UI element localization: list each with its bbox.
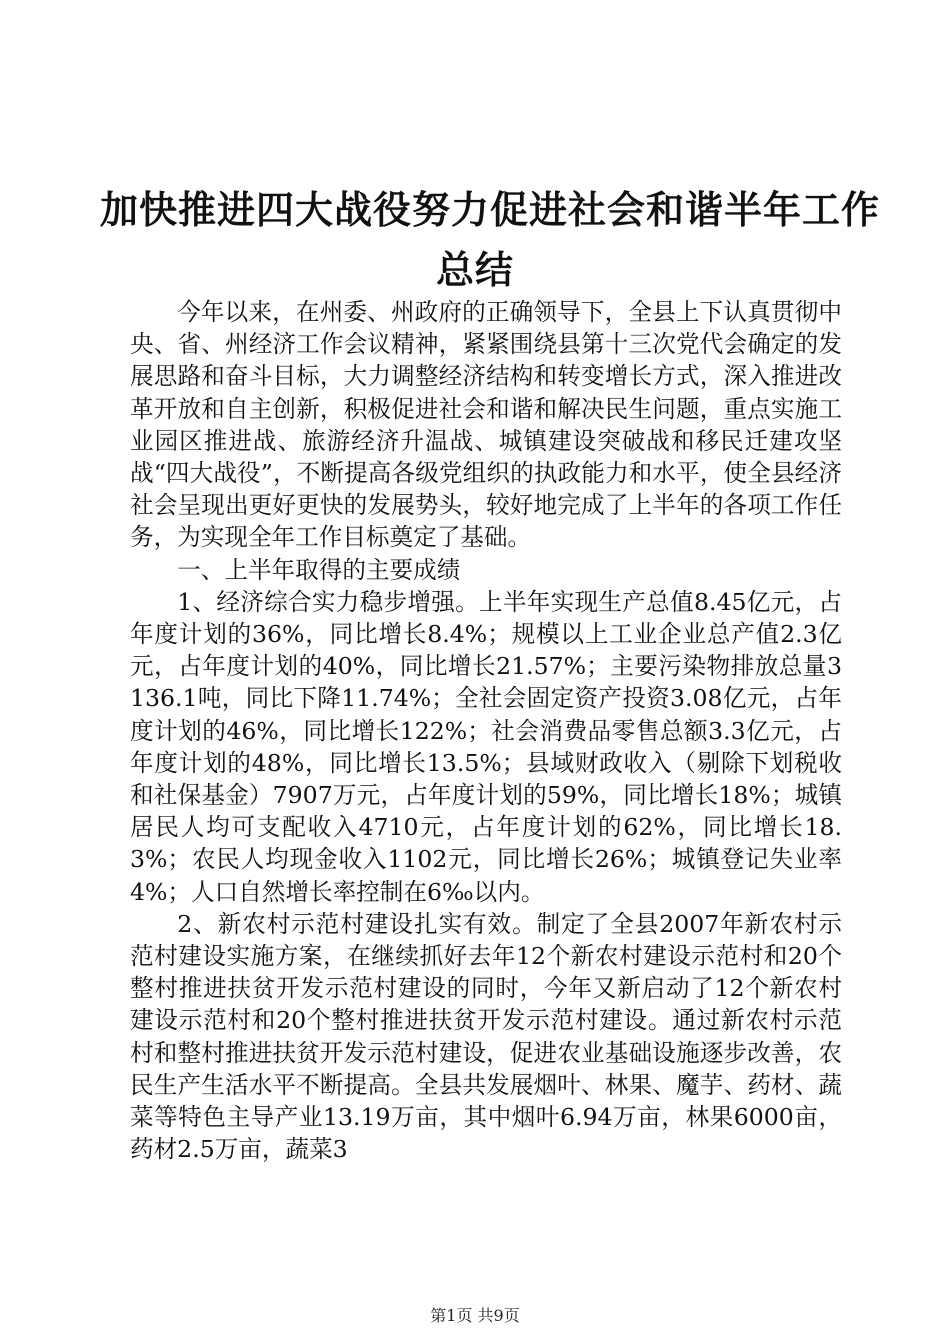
document-title-line-1: 加快推进四大战役努力促进社会和谐半年工作	[100, 187, 881, 232]
document-body	[130, 296, 842, 1165]
intro-paragraph: 今年以来，在州委、州政府的正确领导下，全县上下认真贯彻中央、省、州经济工作会议精神，紧紧围绕县第十三次党代会确定的发展思路和奋斗目标，大力调整经济结构和转变增长方式，深入推进改革开放和自主创新，积极促进社会和谐和解决民生问题，重点实施工业园区推进战、旅游经济升温战、城镇建设突破战和移民迁建攻坚战“四大战役”，不断提高各级党组织的执政能力和水平，使全县经济社会呈现出更好更快的发展势头，较好地完成了上半年的各项工作任务，为实现全年工作目标奠定了基础。	[130, 298, 842, 552]
section-heading: 一、上半年取得的主要成绩	[177, 555, 461, 584]
economy-paragraph: 1、经济综合实力稳步增强。上半年实现生产总值8.45亿元，占年度计划的36%，同比增长8.4%；规模以上工业企业总产值2.3亿元，占年度计划的40%，同比增长21.57%；主要污染物排放总量3136.1吨，同比下降11.74%；全社会固定资产投资3.08亿元，占年度计划的46%，同比增长122%；社会消费品零售总额3.3亿元，占年度计划的48%，同比增长13.5%；县域财政收入（剔除下划税收和社保基金）7907万元，占年度计划的59%，同比增长18%；城镇居民人均可支配收入4710元，占年度计划的62%，同比增长18.3%；农民人均现金收入1102元，同比增长26%；城镇登记失业率4%；人口自然增长率控制在6‰以内。	[130, 587, 842, 906]
village-paragraph: 2、新农村示范村建设扎实有效。制定了全县2007年新农村示范村建设实施方案，在继续抓好去年12个新农村建设示范村和20个整村推进扶贫开发示范村建设的同时，今年又新启动了12个新农村建设示范村和20个整村推进扶贫开发示范村建设。通过新农村示范村和整村推进扶贫开发示范村建设，促进农业基础设施逐步改善，农民生产生活水平不断提高。全县共发展烟叶、林果、魔芋、药材、蔬菜等特色主导产业13.19万亩，其中烟叶6.94万亩，林果6000亩，药材2.5万亩，蔬菜3	[130, 909, 842, 1164]
page-footer: 第1页 共9页	[430, 1306, 520, 1325]
document-title-line-2: 总结	[435, 247, 514, 292]
